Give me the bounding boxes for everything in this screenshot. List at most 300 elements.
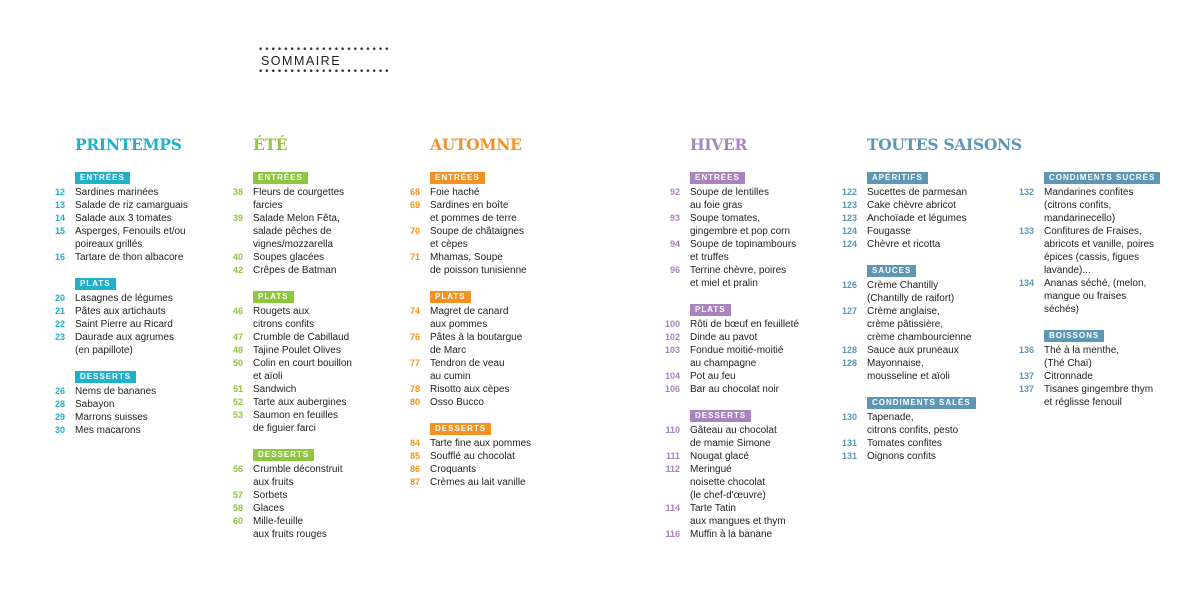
recipe-title-line: Fondue moitié-moitié [690,345,784,356]
toc-entry[interactable] [669,186,799,212]
recipe-title-line: Salade de riz camarguais [75,200,188,211]
page-number: 70 [409,226,420,236]
page-number: 60 [232,516,243,526]
page-number: 28 [54,399,65,409]
page-number: 111 [665,451,680,461]
toc-entry[interactable] [669,212,799,238]
recipe-title-line: au cumin [430,371,471,382]
season-column [54,135,188,437]
page-number: 71 [409,252,420,262]
toc-entry[interactable] [54,225,188,251]
toc-entry[interactable] [841,186,1022,199]
recipe-title-line: mandarinecello) [1044,213,1116,224]
category-section [409,418,532,489]
toc-entry[interactable] [841,450,1022,463]
recipe-title-line: Crumble de Cabillaud [253,332,350,343]
toc-entry[interactable] [54,318,188,331]
category-label: PLATS [430,291,471,303]
recipe-title-line: mousseline et aïoli [867,371,950,382]
toc-entry[interactable] [841,357,1022,383]
season-title: HIVER [690,135,748,154]
page-number: 86 [409,464,420,474]
page-number: 48 [232,345,243,355]
category-section [1018,167,1160,316]
page-number: 93 [669,213,680,223]
category-label: PLATS [75,278,116,290]
page-number: 51 [232,384,243,394]
recipe-title-line: salade pêches de [253,226,332,237]
recipe-title-line: Tarte fine aux pommes [430,438,532,449]
recipe-title-line: de Marc [430,345,467,356]
recipe-title-line: Soupe de topinambours [690,239,797,250]
recipe-title-line: aux fruits rouges [253,529,327,540]
toc-entry[interactable] [664,331,799,344]
category-label: BOISSONS [1044,330,1104,342]
category-label: PLATS [690,304,731,316]
toc-entry[interactable] [232,186,352,212]
toc-entry[interactable] [232,463,352,489]
toc-entry[interactable] [665,463,799,502]
category-section [409,286,531,409]
section-spacer [430,277,531,286]
recipe-title-line: de mamie Simone [690,438,771,449]
recipe-title-line: vignes/mozzarella [253,239,334,250]
recipe-title-line: Croquants [430,464,477,475]
toc-entry[interactable] [232,409,352,435]
page-number: 128 [841,358,857,368]
recipe-title-line: abricots et vanille, poires [1044,239,1155,250]
recipe-title-line: Salade Melon Fêta, [253,213,340,224]
recipe-title-line: Daurade aux agrumes [75,332,174,343]
recipe-title-line: Sauce aux pruneaux [867,345,959,356]
recipe-title-line: Asperges, Fenouils et/ou [75,226,186,237]
toc-entry[interactable] [54,305,188,318]
recipe-title-line: Thé à la menthe, [1044,345,1120,356]
recipe-title-line: Fougasse [867,226,911,237]
toc-entry[interactable] [232,251,352,264]
recipe-title-line: Tapenade, [867,412,914,423]
toc-entry[interactable] [232,383,352,396]
recipe-title-line: Crème anglaise, [867,306,940,317]
page-number: 137 [1018,371,1034,381]
recipe-title-line: Mandarines confites [1044,187,1134,198]
recipe-title-line: Foie haché [430,187,480,198]
page-number: 12 [54,187,65,197]
category-label: DESSERTS [75,371,136,383]
category-section [665,405,799,541]
page-number: 29 [54,412,65,422]
recipe-title-line: (Chantilly de raifort) [867,293,955,304]
page-number: 122 [841,187,857,197]
recipe-title-line: noisette chocolat [690,477,766,488]
recipe-title-line: Tisanes gingembre thym [1044,384,1154,395]
page-number: 38 [232,187,243,197]
toc-entry[interactable] [54,411,188,424]
recipe-title-line: Pâtes à la boutargue [430,332,523,343]
page-number: 52 [232,397,243,407]
toc-entry[interactable] [54,398,188,411]
recipe-title-line: Ananas séché, (melon, [1044,278,1147,289]
toc-entry[interactable] [54,199,188,212]
recipe-title-line: mangue ou fraises [1044,291,1127,302]
toc-entry[interactable] [409,396,531,409]
page-number: 85 [409,451,420,461]
page-number: 30 [54,425,65,435]
toc-entry[interactable] [409,450,531,463]
toc-entry[interactable] [664,370,799,383]
recipe-title-line: Gâteau au chocolat [690,425,777,436]
dotted-rule-top: ••••••••••••••••••••• [258,45,391,55]
page-number: 21 [54,306,65,316]
recipe-title-line: Fleurs de courgettes [253,187,345,198]
section-spacer [75,264,188,273]
toc-entry[interactable] [841,411,1022,437]
page-number: 131 [841,451,857,461]
toc-entry[interactable] [841,305,1022,344]
page-number: 128 [841,345,857,355]
recipe-title-line: Osso Bucco [430,397,484,408]
page-number: 137 [1018,384,1034,394]
toc-entry[interactable] [54,292,188,305]
page-number: 39 [232,213,243,223]
toc-entry[interactable] [1018,370,1160,383]
toc-entry[interactable] [841,344,1022,357]
toc-entry[interactable] [232,502,352,515]
recipe-title-line: de figuier farci [253,423,316,434]
season-column [232,135,352,541]
category-label: ENTRÉES [75,172,130,184]
page-number: 131 [841,438,857,448]
page-number: 106 [664,384,680,394]
recipe-title-line: Soupe de châtaignes [430,226,524,237]
toc-entry[interactable] [665,424,799,450]
page-number: 123 [841,213,857,223]
recipe-title-line: Pot au feu [690,371,736,382]
category-label: ENTRÉES [253,172,308,184]
page-number: 100 [664,319,680,329]
page-number: 76 [409,332,420,342]
section-spacer [690,396,799,405]
recipe-title-line: Saumon en feuilles [253,410,339,421]
recipe-title-line: Mayonnaise, [867,358,924,369]
recipe-title-line: Sandwich [253,384,297,395]
toc-entry[interactable] [409,251,531,277]
page-number: 50 [232,358,243,368]
recipe-title-line: aux mangues et thym [690,516,786,527]
page-number: 47 [232,332,243,342]
section-spacer [867,251,1022,260]
recipe-title-line: Soufflé au chocolat [430,451,515,462]
recipe-title-line: Risotto aux cèpes [430,384,510,395]
toc-entry[interactable] [54,385,188,398]
recipe-title-line: et aïoli [253,371,283,382]
recipe-title-line: Soupe tomates, [690,213,761,224]
recipe-title-line: Muffin à la banane [690,529,773,540]
page-number: 40 [232,252,243,262]
toc-entry[interactable] [1018,225,1160,277]
page-number: 69 [409,200,420,210]
toc-entry[interactable] [409,476,531,489]
recipe-title-line: au foie gras [690,200,743,211]
toc-entry[interactable] [841,212,1022,225]
category-section [841,392,1022,463]
recipe-title-line: Rougets aux [253,306,310,317]
page-number: 15 [54,226,65,236]
recipe-title-line: Oignons confits [867,451,936,462]
recipe-title-line: citrons confits, pesto [867,425,959,436]
recipe-title-line: Rôti de bœuf en feuilleté [690,319,799,330]
category-section [669,167,799,290]
toc-entry[interactable] [841,238,1022,251]
category-label: ENTRÉES [430,172,485,184]
season-column [664,135,799,541]
category-section [409,167,531,277]
recipe-title-line: (Thé Chaï) [1044,358,1092,369]
recipe-title-line: et pommes de terre [430,213,517,224]
page-number: 103 [664,345,680,355]
toc-entry[interactable] [232,357,352,383]
recipe-title-line: (citrons confits, [1044,200,1112,211]
page-number: 56 [232,464,243,474]
recipe-title-line: séchés) [1044,304,1080,315]
page-number: 23 [54,332,65,342]
section-spacer [867,383,1022,392]
toc-entry[interactable] [409,305,531,331]
toc-entry[interactable] [669,264,799,290]
toc-entry[interactable] [409,225,531,251]
recipe-title-line: Crêpes de Batman [253,265,337,276]
toc-entry[interactable] [409,186,531,199]
page-number: 134 [1018,278,1034,288]
page-number: 112 [665,464,680,474]
page-number: 124 [841,239,857,249]
page-number: 127 [841,306,857,316]
page-number: 22 [54,319,65,329]
page-number: 16 [54,252,65,262]
toc-entry[interactable] [409,331,531,357]
toc-entry[interactable] [54,186,188,199]
toc-entry[interactable] [665,502,799,528]
recipe-title-line: Tendron de veau [430,358,505,369]
recipe-title-line: Tomates confites [867,438,943,449]
page-number: 124 [841,226,857,236]
toc-entry[interactable] [232,331,352,344]
category-label: DESSERTS [430,423,491,435]
page-number: 57 [232,490,243,500]
recipe-title-line: gingembre et pop corn [690,226,791,237]
recipe-title-line: Tartare de thon albacore [75,252,184,263]
sommaire-header [258,45,391,77]
page-number: 136 [1018,345,1034,355]
recipe-title-line: aux fruits [253,477,294,488]
recipe-title-line: et cèpes [430,239,468,250]
category-section [232,444,352,541]
recipe-title-line: Confitures de Fraises, [1044,226,1142,237]
toc-entry[interactable] [232,396,352,409]
toc-entry[interactable] [1018,383,1160,409]
toc-entry[interactable] [664,344,799,370]
toc-entry[interactable] [232,305,352,331]
toc-entry[interactable] [232,489,352,502]
recipe-title-line: lavande)... [1044,265,1091,276]
recipe-title-line: Mille-feuille [253,516,304,527]
recipe-title-line: Salade aux 3 tomates [75,213,172,224]
recipe-title-line: et réglisse fenouil [1044,397,1122,408]
toc-entry[interactable] [409,383,531,396]
category-label: CONDIMENTS SALÉS [867,397,976,409]
recipe-title-line: Saint Pierre au Ricard [75,319,173,330]
recipe-title-line: (en papillote) [75,345,133,356]
recipe-title-line: Glaces [253,503,285,514]
page-number: 126 [841,280,857,290]
page-number: 53 [232,410,243,420]
section-spacer [253,277,352,286]
page-number: 123 [841,200,857,210]
toc-entry[interactable] [232,212,352,251]
page-title: SOMMAIRE [260,54,342,68]
page-number: 58 [232,503,243,513]
recipe-title-line: citrons confits [253,319,315,330]
recipe-title-line: et truffes [690,252,729,263]
section-spacer [430,409,531,418]
page-number: 80 [409,397,420,407]
category-section [841,167,1022,251]
section-spacer [75,357,188,366]
recipe-title-line: Tarte aux aubergines [253,397,347,408]
recipe-title-line: Chèvre et ricotta [867,239,941,250]
category-section [232,167,352,277]
recipe-title-line: poireaux grillés [75,239,143,250]
toc-entry[interactable] [54,331,188,357]
toc-entry[interactable] [232,515,352,541]
recipe-title-line: Magret de canard [430,306,509,317]
recipe-title-line: de poisson tunisienne [430,265,527,276]
recipe-title-line: Pâtes aux artichauts [75,306,166,317]
season-title: AUTOMNE [430,135,522,154]
toc-entry[interactable] [409,437,532,450]
toc-entry[interactable] [841,437,1022,450]
recipe-title-line: Cake chèvre abricot [867,200,956,211]
recipe-title-line: Tarte Tatin [690,503,736,514]
toc-entry[interactable] [54,251,188,264]
toc-entry[interactable] [409,463,531,476]
category-label: APÉRITIFS [867,172,928,184]
toc-entry[interactable] [1018,344,1160,370]
section-spacer [253,435,352,444]
season-title: TOUTES SAISONS [867,135,1022,154]
page-number: 78 [409,384,420,394]
toc-entry[interactable] [665,450,799,463]
category-section [232,286,352,435]
recipe-title-line: Nougat glacé [690,451,749,462]
recipe-title-line: Sucettes de parmesan [867,187,968,198]
recipe-title-line: Sabayon [75,399,115,410]
recipe-title-line: crème pâtissière, [867,319,944,330]
category-label: PLATS [253,291,294,303]
recipe-title-line: Meringué [690,464,732,475]
toc-entry[interactable] [409,357,531,383]
page-number: 104 [664,371,680,381]
section-spacer [690,290,799,299]
toc-entry[interactable] [232,264,352,277]
recipe-title-line: et miel et pralin [690,278,758,289]
toc-entry[interactable] [841,199,1022,212]
toc-entry[interactable] [841,225,1022,238]
category-section [1018,325,1160,409]
toc-entry[interactable] [409,199,531,225]
recipe-title-line: Colin en court bouillon [253,358,352,369]
page-number: 84 [409,438,420,448]
recipe-title-line: aux pommes [430,319,488,330]
season-title: PRINTEMPS [75,135,182,154]
recipe-title-line: Tajine Poulet Olives [253,345,341,356]
toc-entry[interactable] [664,318,799,331]
season-title: ÉTÉ [253,135,288,154]
page-number: 14 [54,213,65,223]
page-number: 130 [841,412,857,422]
category-section [54,167,188,264]
toc-entry[interactable] [664,383,799,396]
recipe-title-line: Sorbets [253,490,288,501]
page-number: 87 [409,477,420,487]
toc-entry[interactable] [232,344,352,357]
category-label: SAUCES [867,265,916,277]
recipe-title-line: Anchoïade et légumes [867,213,967,224]
page-number: 74 [409,306,420,316]
toc-entry[interactable] [665,528,799,541]
page-number: 96 [669,265,680,275]
season-column [841,135,1022,463]
page-number: 42 [232,265,243,275]
category-section [841,260,1022,383]
recipe-title-line: Marrons suisses [75,412,148,423]
toc-entry[interactable] [1018,186,1160,225]
page-number: 77 [409,358,420,368]
toc-entry[interactable] [54,212,188,225]
recipe-title-line: crème chambourcienne [867,332,972,343]
page-number: 132 [1018,187,1034,197]
recipe-title-line: au champagne [690,358,757,369]
toc-entry[interactable] [54,424,188,437]
category-label: DESSERTS [253,449,314,461]
recipe-title-line: Terrine chèvre, poires [690,265,787,276]
page-number: 110 [665,425,680,435]
recipe-title-line: Soupe de lentilles [690,187,769,198]
recipe-title-line: Bar au chocolat noir [690,384,779,395]
recipe-title-line: Lasagnes de légumes [75,293,173,304]
category-section [54,366,188,437]
recipe-title-line: épices (cassis, figues [1044,252,1140,263]
recipe-title-line: (le chef-d'œuvre) [690,490,766,501]
recipe-title-line: Crème Chantilly [867,280,939,291]
recipe-title-line: Soupes glacées [253,252,325,263]
toc-entry[interactable] [841,279,1022,305]
page-number: 26 [54,386,65,396]
recipe-title-line: Sardines marinées [75,187,159,198]
toc-entry[interactable] [1018,277,1160,316]
page-number: 114 [665,503,680,513]
recipe-title-line: Crèmes au lait vanille [430,477,526,488]
toc-entry[interactable] [669,238,799,264]
recipe-title-line: farcies [253,200,283,211]
recipe-title-line: Mhamas, Soupe [430,252,503,263]
page-number: 46 [232,306,243,316]
page-number: 116 [665,529,680,539]
recipe-title-line: Mes macarons [75,425,141,436]
category-label: CONDIMENTS SUCRÉS [1044,172,1160,184]
page-number: 20 [54,293,65,303]
recipe-title-line: Citronnade [1044,371,1093,382]
